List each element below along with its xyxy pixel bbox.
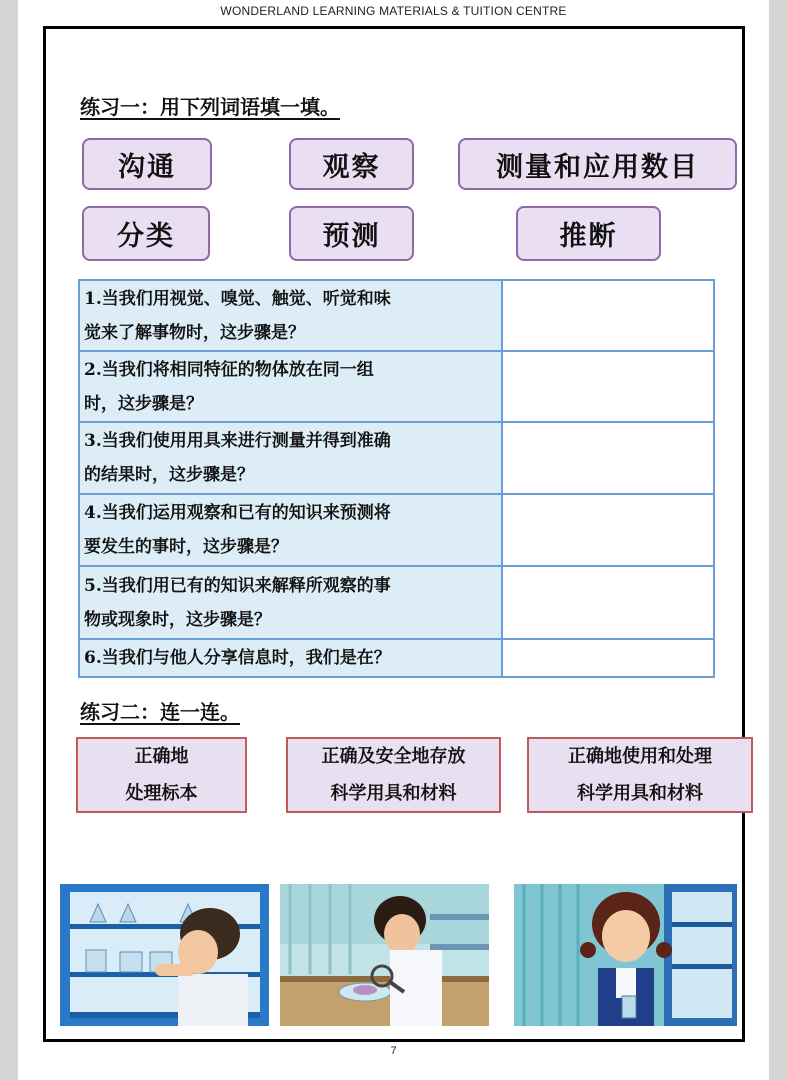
answer-cell[interactable] [502, 422, 714, 494]
answer-cell[interactable] [502, 351, 714, 422]
match-box-specimen[interactable]: 正确地 处理标本 [76, 737, 247, 813]
match-box-use-equipment[interactable]: 正确地使用和处理 科学用具和材料 [527, 737, 753, 813]
answer-cell[interactable] [502, 639, 714, 677]
exercise1-title: 练习一：用下列词语填一填。 [80, 95, 340, 119]
table-row [79, 422, 714, 494]
question-cell: 3.当我们使用用具来进行测量并得到准确 的结果时，这步骤是？ [79, 422, 502, 494]
table-row [79, 494, 714, 566]
word-card-predict[interactable]: 预测 [289, 206, 414, 261]
word-card-classify[interactable]: 分类 [82, 206, 210, 261]
table-row [79, 280, 714, 351]
table-row [79, 639, 714, 677]
picture-girl-equipment[interactable] [514, 884, 737, 1026]
exercise2-title: 练习二：连一连。 [80, 700, 240, 724]
match-box-store-equipment[interactable]: 正确及安全地存放 科学用具和材料 [286, 737, 501, 813]
table-row [79, 566, 714, 639]
word-card-communicate[interactable]: 沟通 [82, 138, 212, 190]
worksheet-page [18, 0, 769, 1080]
picture-boy-magnifier[interactable] [280, 884, 489, 1026]
word-card-observe[interactable]: 观察 [289, 138, 414, 190]
word-card-infer[interactable]: 推断 [516, 206, 661, 261]
answer-cell[interactable] [502, 494, 714, 566]
answer-cell[interactable] [502, 280, 714, 351]
answer-cell[interactable] [502, 566, 714, 639]
question-table [78, 279, 715, 678]
word-card-measure[interactable]: 测量和应用数目 [458, 138, 737, 190]
question-cell: 6.当我们与他人分享信息时，我们是在？ [79, 639, 502, 677]
page-header: WONDERLAND LEARNING MATERIALS & TUITION CENTRE [220, 4, 567, 18]
question-cell: 2.当我们将相同特征的物体放在同一组 时，这步骤是？ [79, 351, 502, 422]
picture-boy-shelf[interactable] [60, 884, 269, 1026]
question-cell: 4.当我们运用观察和已有的知识来预测将 要发生的事时，这步骤是？ [79, 494, 502, 566]
table-row [79, 351, 714, 422]
question-cell: 5.当我们用已有的知识来解释所观察的事 物或现象时，这步骤是？ [79, 566, 502, 639]
page-number: 7 [390, 1045, 397, 1057]
question-cell: 1.当我们用视觉、嗅觉、触觉、听觉和味 觉来了解事物时，这步骤是？ [79, 280, 502, 351]
